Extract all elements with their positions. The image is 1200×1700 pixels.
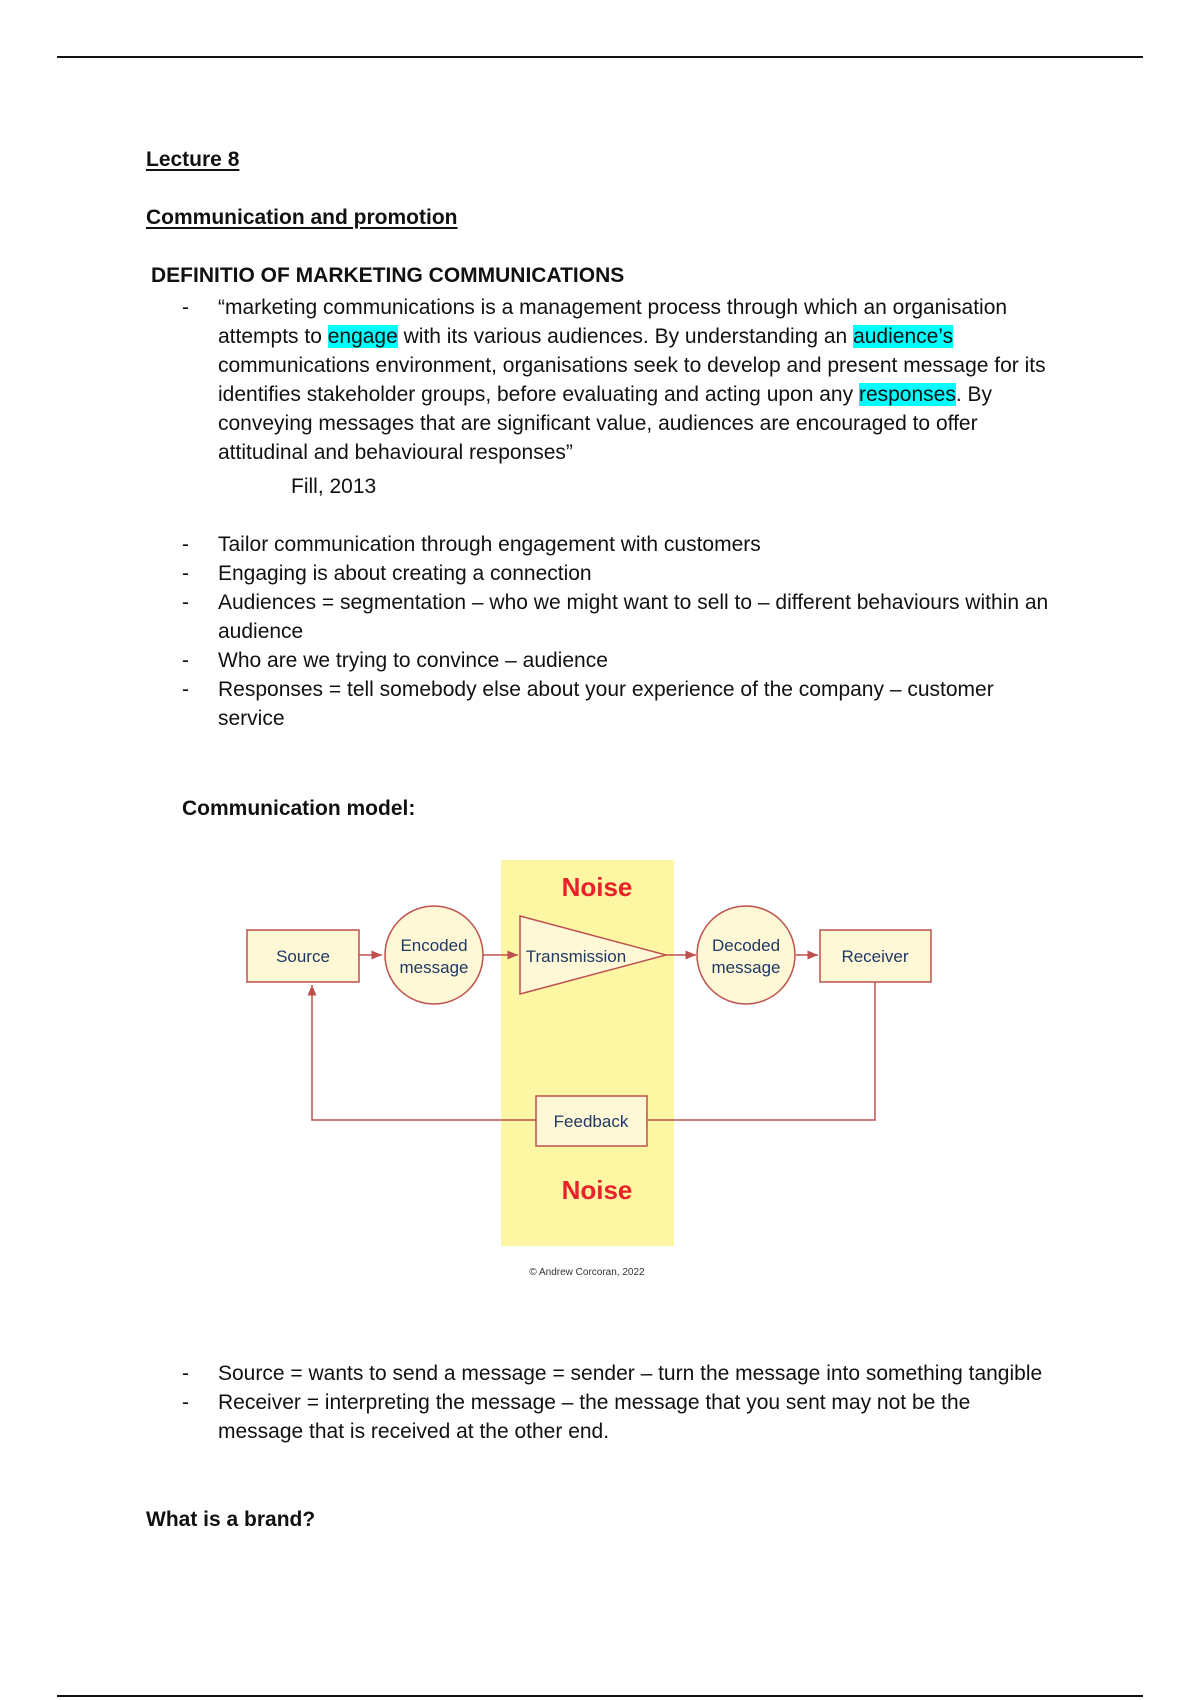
quote-part-1: “marketing communications is a management process through which an organisation attempts to (218, 296, 1008, 348)
encoded-message-circle (385, 906, 483, 1004)
noise-bottom-label: Noise (561, 1175, 633, 1205)
brand-heading: What is a brand? (146, 1508, 316, 1531)
list-item: - Tailor communication through engagement with customers (0, 530, 1058, 559)
decoded-label-line2: message (711, 958, 781, 977)
list-item: - Receiver = interpreting the message – the message that you sent may not be the message that is received at the other end. (0, 1388, 1058, 1446)
list-item: - Who are we trying to convince – audience (0, 646, 1058, 675)
feedback-loop-right (647, 982, 875, 1120)
quote-part-3: communications environment, organisations seek to develop and present message for its identifies stakeholder groups, before evaluating and acting upon any (218, 354, 1046, 406)
diagram-copyright: © Andrew Corcoran, 2022 (529, 1267, 645, 1278)
list-item: - Audiences = segmentation – who we might want to sell to – different behaviours within an audience (0, 588, 1058, 646)
highlight-responses: responses (858, 383, 956, 406)
list-item: - Engaging is about creating a connection (0, 559, 1058, 588)
model-heading: Communication model: (182, 797, 416, 820)
transmission-label: Transmission (525, 947, 627, 966)
decoded-message-circle (697, 906, 795, 1004)
lecture-title: Lecture 8 (146, 148, 240, 171)
definition-heading: DEFINITIO OF MARKETING COMMUNICATIONS (151, 264, 625, 287)
encoded-label-line1: Encoded (400, 936, 468, 955)
list-item: - Responses = tell somebody else about your experience of the company – customer service (0, 675, 1058, 733)
encoded-label-line2: message (399, 958, 469, 977)
quote-part-2: with its various audiences. By understanding an (397, 325, 854, 348)
quote-part-4: . By conveying messages that are significant value, audiences are encouraged to offer attitudinal and behavioural responses” (218, 383, 993, 464)
feedback-label: Feedback (553, 1112, 629, 1131)
decoded-label-line1: Decoded (711, 936, 781, 955)
noise-top-label: Noise (561, 872, 633, 902)
source-label: Source (276, 947, 330, 966)
highlight-audiences: audience’s (853, 325, 954, 348)
notes-list-2 (0, 1359, 1058, 1446)
topic-title: Communication and promotion (146, 206, 458, 229)
list-item: - Source = wants to send a message = sender – turn the message into something tangible (0, 1359, 1058, 1388)
receiver-label: Receiver (841, 947, 909, 966)
highlight-engage: engage (327, 325, 398, 348)
citation: Fill, 2013 (291, 475, 377, 498)
